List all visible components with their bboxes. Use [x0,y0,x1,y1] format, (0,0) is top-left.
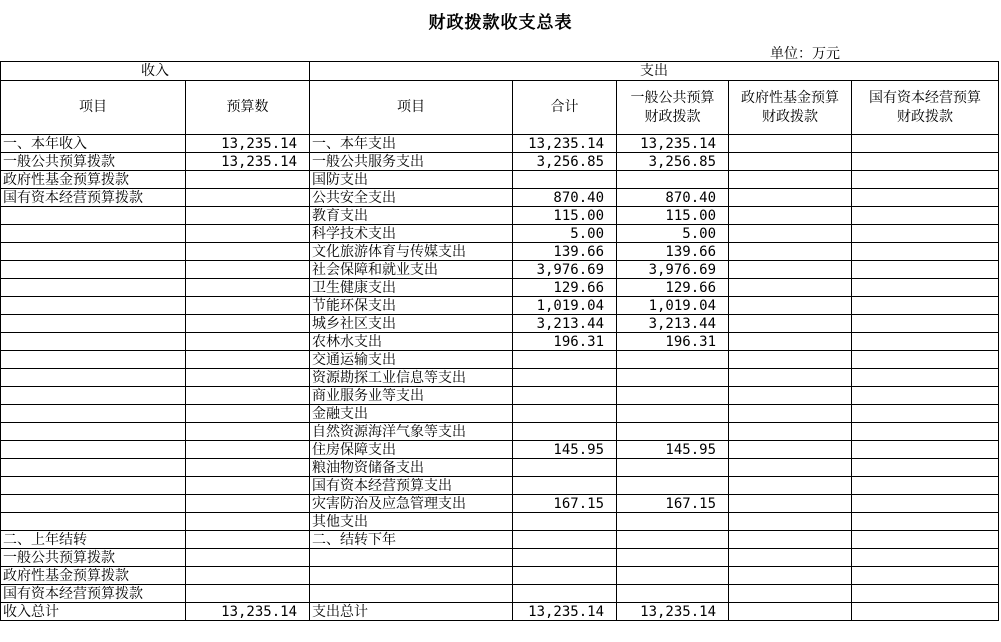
state-capital-cell [852,513,999,531]
budget-cell [186,333,310,351]
income-item-cell [1,333,186,351]
table-row [1,315,999,333]
gov-fund-cell [729,135,852,153]
header-row-1 [1,62,999,81]
table-row [1,261,999,279]
table-row [1,603,999,621]
table-row [1,153,999,171]
table-row [1,369,999,387]
expense-item-cell: 一般公共服务支出 [310,153,513,171]
budget-cell [186,585,310,603]
total-cell [513,459,617,477]
state-capital-header-line2: 财政拨款 [897,108,954,125]
budget-cell [186,279,310,297]
general-budget-header-line1: 一般公共预算 [630,89,715,106]
budget-cell [186,567,310,585]
state-capital-cell [852,153,999,171]
total-cell [513,567,617,585]
expense-item-cell: 粮油物资储备支出 [310,459,513,477]
expense-item-cell: 一、本年支出 [310,135,513,153]
table-row [1,171,999,189]
total-cell [513,369,617,387]
general-budget-cell: 13,235.14 [617,603,729,621]
state-capital-cell [852,225,999,243]
income-item-cell [1,459,186,477]
state-capital-cell [852,315,999,333]
budget-cell [186,549,310,567]
budget-cell [186,189,310,207]
general-budget-cell: 3,976.69 [617,261,729,279]
total-header: 合计 [513,81,617,135]
income-item-cell [1,351,186,369]
general-budget-cell [617,513,729,531]
gov-fund-cell [729,459,852,477]
income-item-cell: 一般公共预算拨款 [1,549,186,567]
income-item-cell [1,405,186,423]
state-capital-cell [852,189,999,207]
table-row [1,549,999,567]
gov-fund-cell [729,351,852,369]
budget-cell [186,441,310,459]
gov-fund-cell [729,171,852,189]
gov-fund-header [729,81,852,135]
general-budget-cell: 3,213.44 [617,315,729,333]
general-budget-cell: 196.31 [617,333,729,351]
income-item-cell: 收入总计 [1,603,186,621]
state-capital-cell [852,459,999,477]
expense-item-cell: 国有资本经营预算支出 [310,477,513,495]
total-cell: 139.66 [513,243,617,261]
total-cell: 5.00 [513,225,617,243]
state-capital-cell [852,135,999,153]
total-cell [513,477,617,495]
expense-item-cell: 科学技术支出 [310,225,513,243]
state-capital-cell [852,279,999,297]
gov-fund-cell [729,261,852,279]
gov-fund-cell [729,531,852,549]
general-budget-cell: 1,019.04 [617,297,729,315]
general-budget-cell [617,459,729,477]
total-cell: 3,256.85 [513,153,617,171]
budget-cell [186,495,310,513]
state-capital-cell [852,387,999,405]
budget-cell [186,405,310,423]
gov-fund-cell [729,405,852,423]
budget-cell [186,243,310,261]
expense-item-cell: 商业服务业等支出 [310,387,513,405]
budget-cell [186,513,310,531]
general-budget-cell: 13,235.14 [617,135,729,153]
budget-cell [186,477,310,495]
total-cell: 196.31 [513,333,617,351]
total-cell [513,171,617,189]
general-budget-cell: 5.00 [617,225,729,243]
expense-item-cell: 城乡社区支出 [310,315,513,333]
state-capital-cell [852,423,999,441]
expense-item-cell: 卫生健康支出 [310,279,513,297]
expense-item-cell: 文化旅游体育与传媒支出 [310,243,513,261]
total-cell: 1,019.04 [513,297,617,315]
table-row [1,225,999,243]
state-capital-cell [852,495,999,513]
table-row [1,333,999,351]
total-cell: 115.00 [513,207,617,225]
budget-cell [186,315,310,333]
total-cell: 167.15 [513,495,617,513]
gov-fund-cell [729,333,852,351]
income-item-cell [1,297,186,315]
gov-fund-cell [729,387,852,405]
general-budget-cell [617,171,729,189]
total-cell: 13,235.14 [513,603,617,621]
total-cell: 13,235.14 [513,135,617,153]
state-capital-cell [852,297,999,315]
general-budget-cell [617,351,729,369]
table-row [1,441,999,459]
budget-cell [186,459,310,477]
budget-cell [186,423,310,441]
general-budget-cell: 139.66 [617,243,729,261]
income-item-cell: 一、本年收入 [1,135,186,153]
expense-item-header: 项目 [310,81,513,135]
gov-fund-cell [729,495,852,513]
state-capital-cell [852,333,999,351]
income-item-cell: 政府性基金预算拨款 [1,567,186,585]
expense-item-cell: 教育支出 [310,207,513,225]
budget-cell [186,171,310,189]
expense-item-cell: 金融支出 [310,405,513,423]
total-cell [513,549,617,567]
expense-item-cell: 资源勘探工业信息等支出 [310,369,513,387]
general-budget-cell: 115.00 [617,207,729,225]
gov-fund-cell [729,549,852,567]
page-title: 财政拨款收支总表 [428,13,573,33]
gov-fund-cell [729,567,852,585]
income-item-cell [1,513,186,531]
expense-item-cell: 公共安全支出 [310,189,513,207]
total-cell: 870.40 [513,189,617,207]
state-capital-cell [852,207,999,225]
general-budget-cell: 167.15 [617,495,729,513]
budget-cell: 13,235.14 [186,603,310,621]
income-item-cell [1,495,186,513]
income-item-cell [1,279,186,297]
general-budget-cell: 129.66 [617,279,729,297]
income-item-cell: 一般公共预算拨款 [1,153,186,171]
table-row [1,513,999,531]
general-budget-cell: 145.95 [617,441,729,459]
state-capital-cell [852,171,999,189]
general-budget-cell: 870.40 [617,189,729,207]
gov-fund-cell [729,585,852,603]
state-capital-cell [852,261,999,279]
general-budget-cell [617,405,729,423]
general-budget-cell [617,531,729,549]
table-row [1,243,999,261]
expense-item-cell: 农林水支出 [310,333,513,351]
income-item-header: 项目 [1,81,186,135]
budget-cell [186,387,310,405]
total-cell [513,513,617,531]
general-budget-cell [617,567,729,585]
table-row [1,189,999,207]
gov-fund-cell [729,603,852,621]
table-row [1,495,999,513]
gov-fund-cell [729,225,852,243]
table-row [1,459,999,477]
table-row [1,387,999,405]
table-row [1,279,999,297]
state-capital-cell [852,477,999,495]
expense-item-cell [310,549,513,567]
expense-item-cell: 住房保障支出 [310,441,513,459]
total-cell: 3,213.44 [513,315,617,333]
expense-item-cell: 自然资源海洋气象等支出 [310,423,513,441]
general-budget-cell [617,585,729,603]
income-item-cell [1,477,186,495]
income-item-cell [1,243,186,261]
gov-fund-cell [729,513,852,531]
expense-item-cell [310,585,513,603]
gov-fund-cell [729,423,852,441]
budget-cell [186,261,310,279]
total-cell [513,351,617,369]
state-capital-cell [852,531,999,549]
budget-cell [186,369,310,387]
gov-fund-header-line1: 政府性基金预算 [741,89,839,106]
income-item-cell: 国有资本经营预算拨款 [1,189,186,207]
gov-fund-cell [729,279,852,297]
total-cell [513,405,617,423]
income-header: 收入 [1,62,310,81]
general-budget-cell [617,387,729,405]
general-budget-header [617,81,729,135]
income-item-cell: 二、上年结转 [1,531,186,549]
expense-item-cell: 交通运输支出 [310,351,513,369]
table-row [1,477,999,495]
state-capital-cell [852,549,999,567]
state-capital-cell [852,351,999,369]
expense-item-cell: 社会保障和就业支出 [310,261,513,279]
income-item-cell [1,387,186,405]
general-budget-cell [617,423,729,441]
state-capital-cell [852,585,999,603]
budget-table [0,61,999,621]
income-item-cell [1,441,186,459]
income-item-cell: 国有资本经营预算拨款 [1,585,186,603]
table-row [1,423,999,441]
gov-fund-cell [729,297,852,315]
income-item-cell: 政府性基金预算拨款 [1,171,186,189]
general-budget-cell [617,477,729,495]
state-capital-cell [852,603,999,621]
total-cell: 3,976.69 [513,261,617,279]
budget-cell [186,225,310,243]
total-cell [513,423,617,441]
income-item-cell [1,315,186,333]
expense-item-cell: 二、结转下年 [310,531,513,549]
expense-item-cell: 节能环保支出 [310,297,513,315]
general-budget-cell [617,369,729,387]
unit-label: 单位：万元 [770,46,840,62]
general-budget-cell [617,549,729,567]
gov-fund-cell [729,477,852,495]
total-cell [513,387,617,405]
expense-item-cell: 其他支出 [310,513,513,531]
total-cell [513,585,617,603]
gov-fund-header-line2: 财政拨款 [762,108,818,125]
budget-cell [186,351,310,369]
table-row [1,207,999,225]
gov-fund-cell [729,243,852,261]
gov-fund-cell [729,369,852,387]
expense-item-cell: 支出总计 [310,603,513,621]
budget-cell [186,207,310,225]
income-item-cell [1,207,186,225]
gov-fund-cell [729,315,852,333]
budget-header: 预算数 [186,81,310,135]
budget-cell [186,531,310,549]
income-item-cell [1,261,186,279]
total-cell: 129.66 [513,279,617,297]
total-cell: 145.95 [513,441,617,459]
state-capital-cell [852,567,999,585]
state-capital-cell [852,369,999,387]
gov-fund-cell [729,207,852,225]
expense-item-cell: 灾害防治及应急管理支出 [310,495,513,513]
table-row [1,531,999,549]
income-item-cell [1,225,186,243]
expense-item-cell: 国防支出 [310,171,513,189]
state-capital-header [852,81,999,135]
state-capital-header-line1: 国有资本经营预算 [869,89,982,106]
budget-cell [186,297,310,315]
expense-item-cell [310,567,513,585]
table-row [1,585,999,603]
expense-header: 支出 [310,62,999,81]
general-budget-cell: 3,256.85 [617,153,729,171]
state-capital-cell [852,441,999,459]
general-budget-header-line2: 财政拨款 [644,108,701,125]
table-row [1,297,999,315]
gov-fund-cell [729,441,852,459]
gov-fund-cell [729,153,852,171]
total-cell [513,531,617,549]
state-capital-cell [852,243,999,261]
header-row-2 [1,81,999,135]
gov-fund-cell [729,189,852,207]
budget-cell: 13,235.14 [186,135,310,153]
table-row [1,351,999,369]
table-row [1,135,999,153]
state-capital-cell [852,405,999,423]
table-row [1,567,999,585]
income-item-cell [1,423,186,441]
budget-cell: 13,235.14 [186,153,310,171]
income-item-cell [1,369,186,387]
table-row [1,405,999,423]
